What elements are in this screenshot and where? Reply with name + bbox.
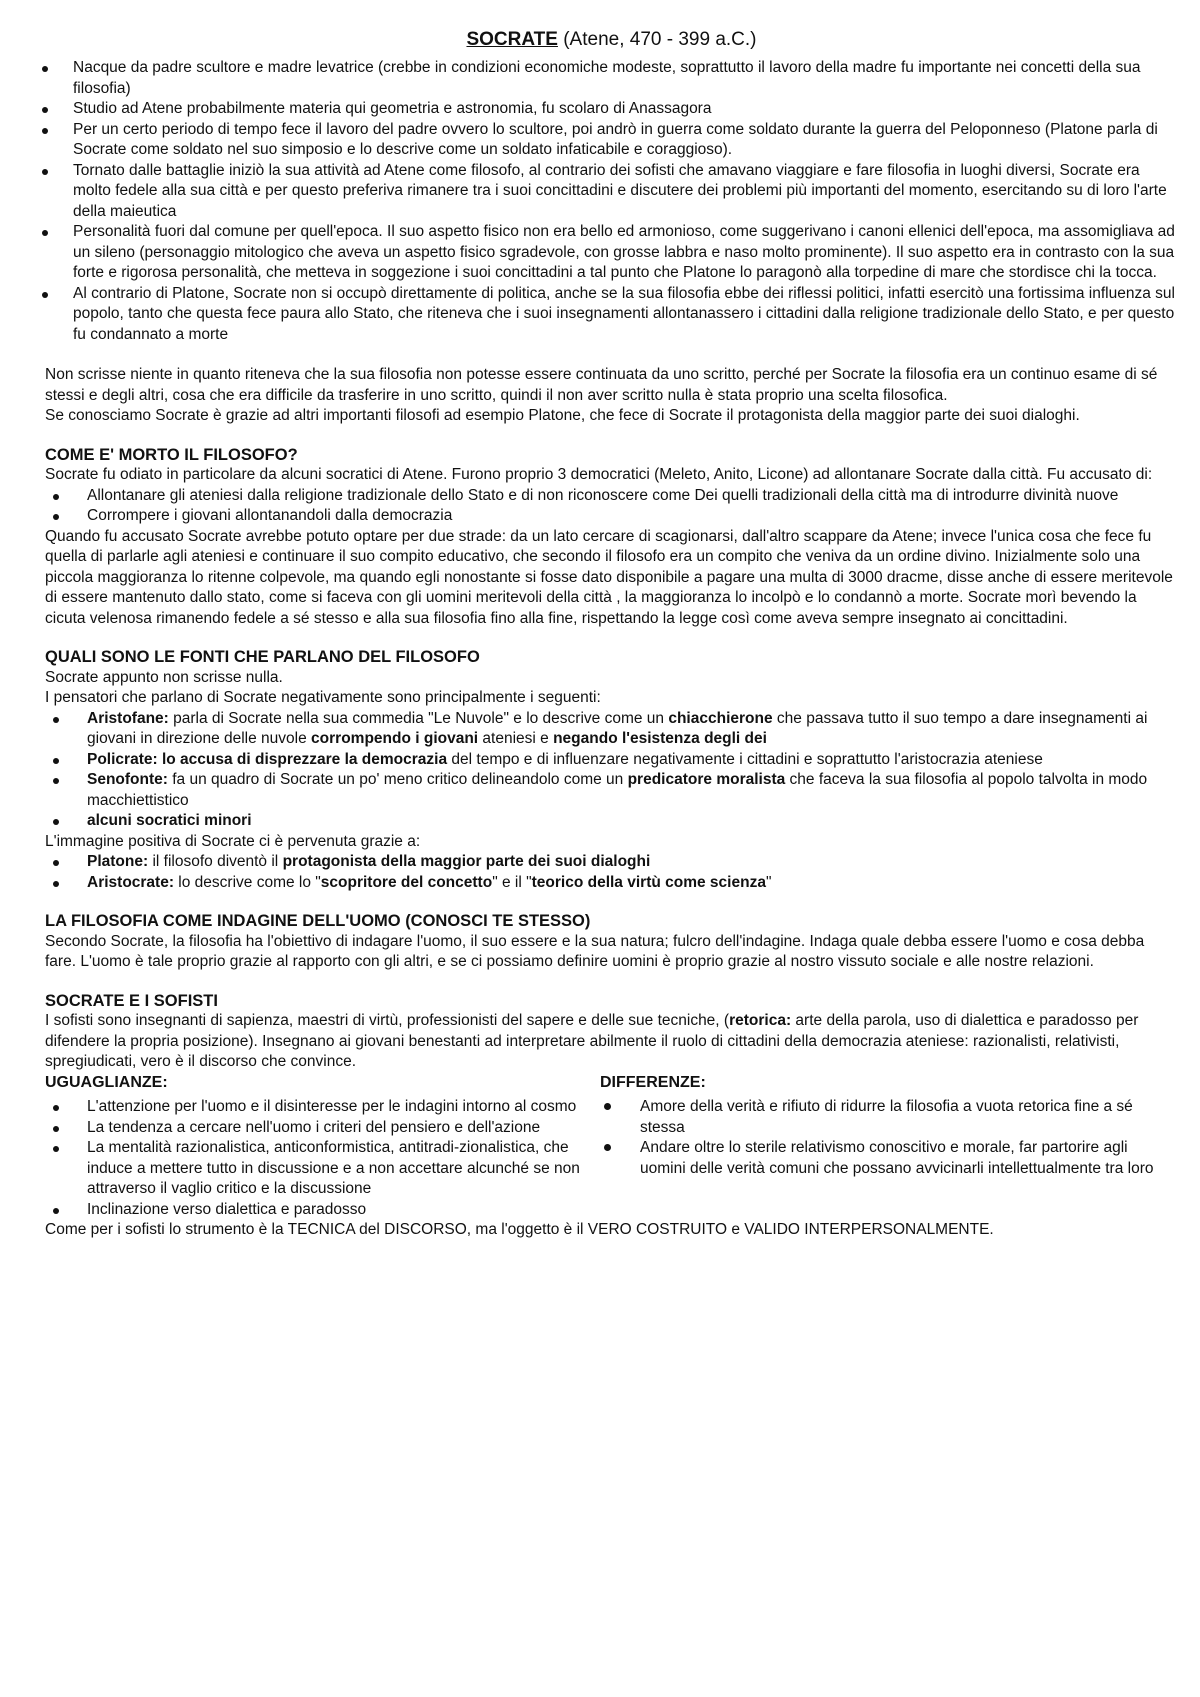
list-item: Tornato dalle battaglie iniziò la sua attività ad Atene come filosofo, al contrario dei sofisti che amavano viaggiare e fare filosofia in luoghi diversi, Socrate era molto fedele alla sua città e per questo preferiva rimanere tra i suoi concittadini e discutere dei problemi più importanti del momento, esercitando su di loro l'arte della maieutica: [45, 161, 1178, 223]
list-item-platone: Platone: il filosofo diventò il protagonista della maggior parte dei suoi dialoghi: [45, 852, 1178, 873]
list-item: La tendenza a cercare nell'uomo i criteri del pensiero e dell'azione: [45, 1118, 600, 1139]
morte-paragraph: Socrate fu odiato in particolare da alcuni socratici di Atene. Furono proprio 3 democratici (Meleto, Anito, Licone) ad allontanare Socrate dalla città. Fu accusato di:: [45, 466, 1153, 483]
uguaglianze-list: [45, 1097, 600, 1220]
sofisti-paragraph: I sofisti sono insegnanti di sapienza, maestri di virtù, professionisti del sapere e delle sue tecniche, (retorica: arte della parola, uso di dialettica e paradosso per difendere la propria posizione). Insegnano ai giovani benestanti ad interpretare abilmente il ruolo di cittadini della democrazia ateniese: razionalisti, relativisti, spregiudicati, vero è il discorso che convince.: [45, 1012, 1139, 1070]
fonti-line: Socrate appunto non scrisse nulla.: [45, 668, 283, 686]
list-item-senofonte: Senofonte: fa un quadro di Socrate un po' meno critico delineandolo come un predicatore moralista che faceva la sua filosofia al popolo talvolta in modo macchiettistico: [45, 770, 1178, 811]
list-item: Amore della verità e rifiuto di ridurre la filosofia a vuota retorica fine a sé stessa: [600, 1097, 1160, 1138]
list-item: Studio ad Atene probabilmente materia qui geometria e astronomia, fu scolaro di Anassagora: [45, 99, 1178, 120]
list-item-policrate: Policrate: lo accusa di disprezzare la democrazia del tempo e di influenzare negativamente i cittadini e soprattutto l'aristocrazia ateniese: [45, 750, 1178, 771]
intro-paragraph: Se conosciamo Socrate è grazie ad altri importanti filosofi ad esempio Platone, che fece di Socrate il protagonista della maggior parte dei suoi dialoghi.: [45, 407, 1080, 424]
list-item: Per un certo periodo di tempo fece il lavoro del padre ovvero lo scultore, poi andrò in guerra come soldato durante la guerra del Peloponneso (Platone parla di Socrate come soldato nel suo simposio e lo descrive come un soldato infaticabile e coraggioso).: [45, 120, 1178, 161]
list-item: L'attenzione per l'uomo e il disinteresse per le indagini intorno al cosmo: [45, 1097, 600, 1118]
list-item-aristocrate: Aristocrate: lo descrive come lo "scopritore del concetto" e il "teorico della virtù come scienza": [45, 873, 1178, 894]
title-subtitle: (Atene, 470 - 399 a.C.): [557, 29, 757, 50]
list-item: La mentalità razionalistica, anticonformistica, antitradi-zionalistica, che induce a mettere tutto in discussione e a non accettare alcunché se non attraverso il vaglio critico e la discussione: [45, 1138, 600, 1200]
uguaglianze-heading: UGUAGLIANZE:: [45, 1073, 168, 1091]
list-item: Nacque da padre scultore e madre levatrice (crebbe in condizioni economiche modeste, soprattutto il lavoro della madre fu importante nei concetti della sua filosofia): [45, 58, 1178, 99]
section-heading-fonti: QUALI SONO LE FONTI CHE PARLANO DEL FILOSOFO: [45, 648, 480, 666]
list-item: Al contrario di Platone, Socrate non si occupò direttamente di politica, anche se la sua filosofia ebbe dei riflessi politici, infatti esercitò una fortissima influenza sul popolo, tanto che questa fece paura allo Stato, che riteneva che i suoi insegnamenti allontanassero i cittadini dalla religione tradizionale dello Stato, e per questo fu condannato a morte: [45, 284, 1178, 346]
intro-list: [45, 58, 1178, 345]
conclusione-line: Come per i sofisti lo strumento è la TECNICA del DISCORSO, ma l'oggetto è il VERO COSTRUITO e VALIDO INTERPERSONALMENTE.: [45, 1221, 994, 1238]
section-heading-sofisti: SOCRATE E I SOFISTI: [45, 991, 218, 1010]
section-heading-morte: COME E' MORTO IL FILOSOFO?: [45, 445, 298, 464]
morte-paragraph: Quando fu accusato Socrate avrebbe potuto optare per due strade: da un lato cercare di scagionarsi, dall'altro scappare da Atene; invece l'unica cosa che fece fu quella di parlarle agli ateniesi e continuare il suo compito educativo, che secondo il filosofo era un compito che veniva da un ordine divino. Inizialmente solo una piccola maggioranza lo ritenne colpevole, ma quando egli nonostante si fosse dato disponibile a pagare una multa di 3000 dracme, disse anche di essere meritevole di essere mantenuto dallo stato, come si faceva con gli uomini meritevoli della città , la maggioranza lo incolpò e lo condannò a morte. Socrate morì bevendo la cicuta velenosa rimanendo fedele a sé stesso e alla sua filosofia fino alla fine, rispettando la legge così come aveva sempre insegnato ai concittadini.: [45, 527, 1173, 627]
intro-paragraph: Non scrisse niente in quanto riteneva che la sua filosofia non potesse essere continuata da uno scritto, perché per Socrate la filosofia era un continuo esame di sé stessi e degli altri, cosa che era difficile da trasferire in uno scritto, quindi il non aver scritto nulla è stata proprio una scelta filosofica.: [45, 366, 1158, 404]
accuse-list: [45, 486, 1178, 527]
section-heading-indagine: LA FILOSOFIA COME INDAGINE DELL'UOMO (CONOSCI TE STESSO): [45, 912, 591, 930]
indagine-paragraph: Secondo Socrate, la filosofia ha l'obiettivo di indagare l'uomo, il suo essere e la sua natura; fulcro dell'indagine. Indaga quale debba essere l'uomo e cosa debba fare. L'uomo è tale proprio grazie al rapporto con gli altri, e se ci possiamo definire uomini è proprio grazie al nostro vissuto sociale e alle nostre relazioni.: [45, 932, 1145, 970]
differenze-column: [600, 1073, 1160, 1221]
list-item: Personalità fuori dal comune per quell'epoca. Il suo aspetto fisico non era bello ed armonioso, come suggerivano i canoni ellenici dell'epoca, ma assomigliava ad un sileno (personaggio mitologico che aveva un aspetto fisico sgradevole, con grosse labbra e naso molto prominente). Il suo aspetto era in contrasto con la sua forte e rigorosa personalità, che metteva in soggezione i suoi concittadini a tal punto che Platone lo paragonò alla torpedine di mare che stordisce chi la tocca.: [45, 222, 1178, 284]
list-item-aristofane: Aristofane: parla di Socrate nella sua commedia "Le Nuvole" e lo descrive come un chiacchierone che passava tutto il suo tempo a dare insegnamenti ai giovani in direzione delle nuvole corrompendo i giovani ateniesi e negando l'esistenza degli dei: [45, 709, 1178, 750]
list-item: Corrompere i giovani allontanandoli dalla democrazia: [45, 506, 1178, 527]
fonti-positive-list: [45, 852, 1178, 893]
uguaglianze-column: [45, 1073, 600, 1221]
list-item: Allontanare gli ateniesi dalla religione tradizionale dello Stato e di non riconoscere come Dei quelli tradizionali della città ma di introdurre divinità nuove: [45, 486, 1178, 507]
fonti-line: L'immagine positiva di Socrate ci è pervenuta grazie a:: [45, 832, 421, 850]
page-title: [45, 28, 1178, 52]
fonti-line: I pensatori che parlano di Socrate negativamente sono principalmente i seguenti:: [45, 689, 601, 706]
list-item: Andare oltre lo sterile relativismo conoscitivo e morale, far partorire agli uomini delle verità comuni che possano avvicinarli intellettualmente tra loro: [600, 1138, 1160, 1179]
differenze-list: [600, 1097, 1160, 1179]
differenze-heading: DIFFERENZE:: [600, 1073, 706, 1091]
fonti-negative-list: [45, 709, 1178, 832]
list-item-minori: alcuni socratici minori: [45, 811, 1178, 832]
comparison-columns: [45, 1073, 1178, 1221]
list-item: Inclinazione verso dialettica e paradosso: [45, 1200, 600, 1221]
title-name: SOCRATE: [466, 29, 558, 50]
